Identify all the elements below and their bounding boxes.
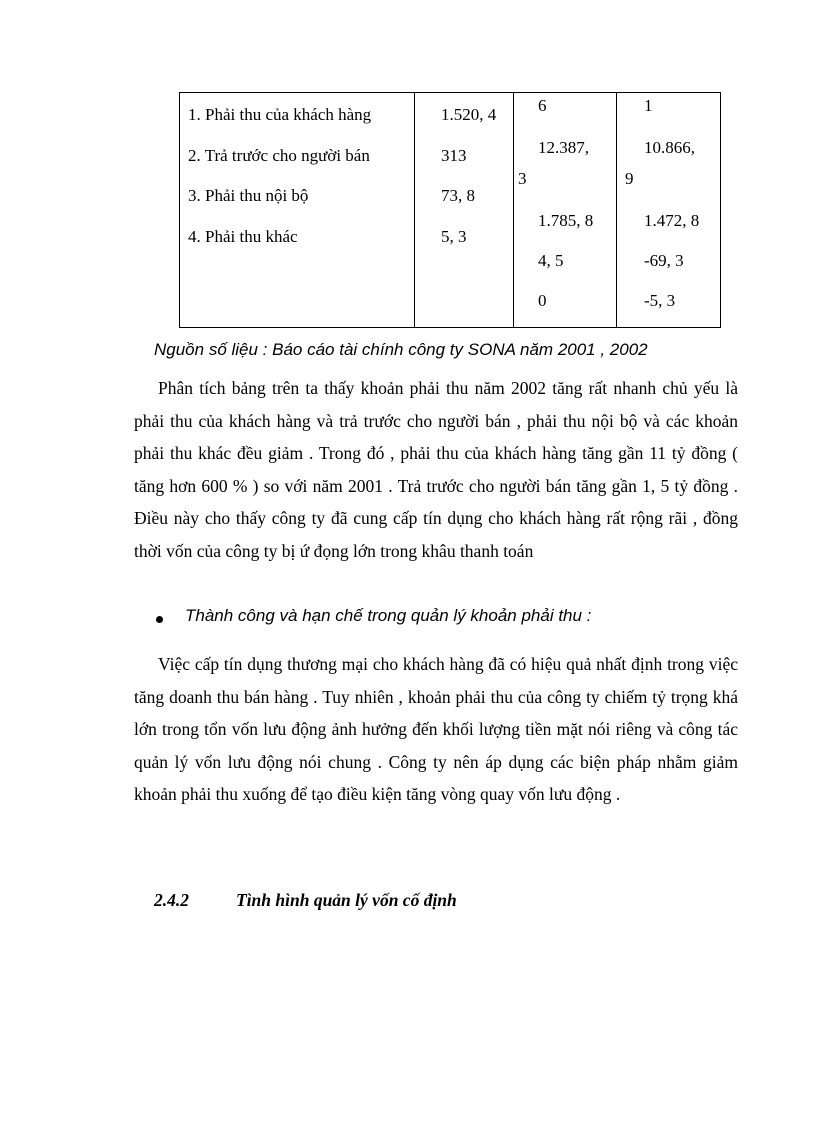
table-cell-label: 4. Phải thu khác (188, 227, 298, 246)
bullet-icon (156, 616, 163, 623)
table-divider (616, 93, 617, 327)
receivables-table (179, 92, 721, 328)
table-cell-change: 10.866, (644, 138, 695, 157)
table-cell-2002: 0 (538, 291, 547, 310)
table-cell-2002: 1.785, 8 (538, 211, 594, 230)
table-cell-2002: 4, 5 (538, 251, 564, 270)
table-cell-label: 3. Phải thu nội bộ (188, 186, 309, 205)
table-cell-change: 1 (644, 96, 653, 115)
table-cell-2001: 5, 3 (441, 227, 467, 246)
conclusion-paragraph: Việc cấp tín dụng thương mại cho khách hàng đã có hiệu quả nhất định trong việc tăng doanh thu bán hàng . Tuy nhiên , khoản phải thu của công ty chiếm tỷ trọng khá lớn trong tổn vốn lưu động ảnh hưởng đến khối lượng tiền mặt nói riêng và công tác quản lý vốn lưu động nói chung . Công ty nên áp dụng các biện pháp nhằm giảm khoản phải thu xuống để tạo điều kiện tăng vòng quay vốn lưu động . (134, 654, 738, 804)
section-number: 2.4.2 (154, 890, 189, 910)
table-divider (414, 93, 415, 327)
table-cell-change: -69, 3 (644, 251, 684, 270)
table-cell-2001: 73, 8 (441, 186, 475, 205)
table-cell-2002: 3 (518, 169, 527, 188)
bullet-text: Thành công và hạn chế trong quản lý khoản phải thu : (185, 606, 592, 625)
table-cell-change: 9 (625, 169, 634, 188)
section-title: Tình hình quản lý vốn cố định (236, 890, 457, 910)
table-cell-change: -5, 3 (644, 291, 676, 310)
table-source-note: Nguồn số liệu : Báo cáo tài chính công ty SONA năm 2001 , 2002 (154, 340, 648, 359)
table-cell-change: 1.472, 8 (644, 211, 700, 230)
analysis-paragraph: Phân tích bảng trên ta thấy khoản phải thu năm 2002 tăng rất nhanh chủ yếu là phải thu của khách hàng và trả trước cho người bán , phải thu nội bộ và các khoản phải thu khác đều giảm . Trong đó , phải thu của khách hàng tăng gần 11 tỷ đồng ( tăng hơn 600 % ) so với năm 2001 . Trả trước cho người bán tăng gần 1, 5 tỷ đồng . Điều này cho thấy công ty đã cung cấp tín dụng cho khách hàng rất rộng rãi , đồng thời vốn của công ty bị ứ đọng lớn trong khâu thanh toán (134, 378, 738, 561)
table-divider (513, 93, 514, 327)
table-cell-2002: 12.387, (538, 138, 589, 157)
table-cell-label: 1. Phải thu của khách hàng (188, 105, 372, 124)
table-cell-2001: 313 (441, 146, 467, 165)
table-cell-2001: 1.520, 4 (441, 105, 497, 124)
table-cell-label: 2. Trả trước cho người bán (188, 146, 370, 165)
table-cell-2002: 6 (538, 96, 547, 115)
